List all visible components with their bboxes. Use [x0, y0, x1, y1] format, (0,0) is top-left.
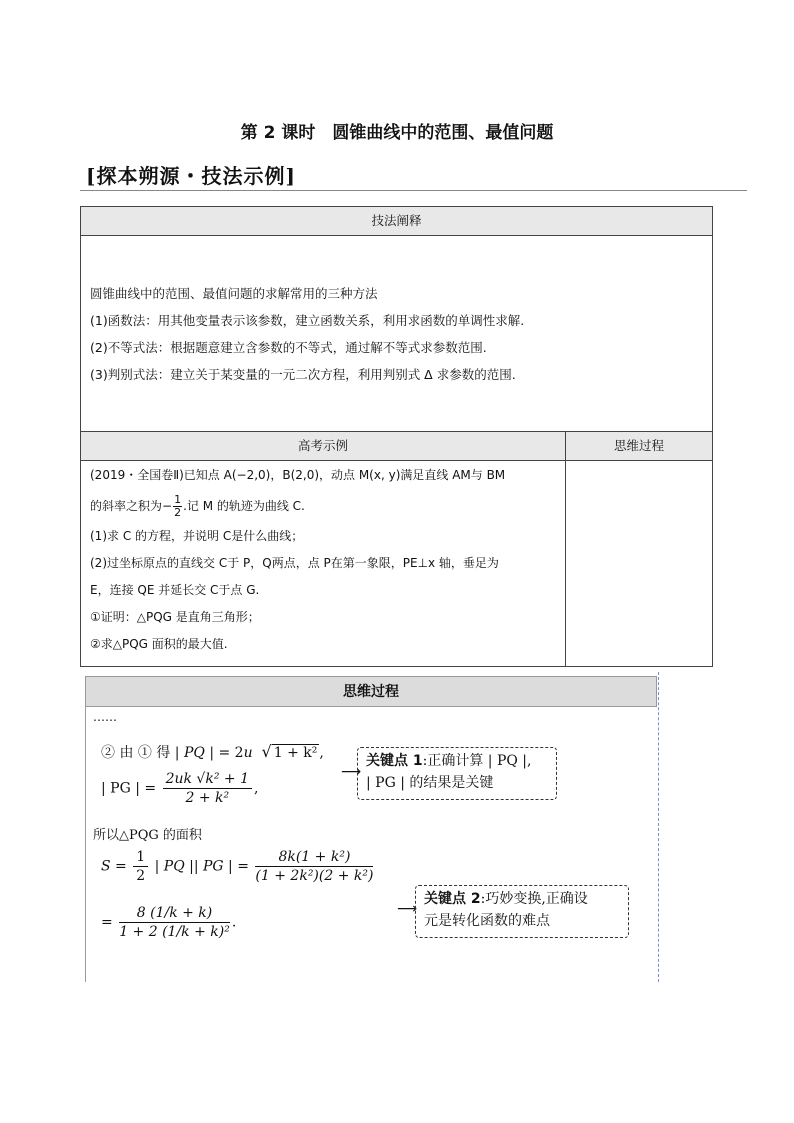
panel-right-border	[658, 672, 659, 982]
half-fraction	[133, 848, 148, 885]
key-point-1-title: 关键点 1	[366, 753, 423, 769]
thinking-process-panel	[85, 676, 657, 982]
key-point-2	[415, 885, 629, 938]
ellipsis: ……	[93, 710, 117, 724]
arrow-icon: ⟶	[397, 901, 418, 917]
technique-line: (2)不等式法：根据题意建立含参数的不等式，通过解不等式求参数范围.	[90, 340, 487, 355]
problem-text: 的斜率之积为−	[90, 499, 173, 513]
u-symbol: u	[243, 745, 253, 761]
sqrt-content: 1 + k²	[273, 745, 318, 761]
substitution-equation: = $\frac{8 (1/k + k)}{\text{1 + 2 (1/k + k)²}}$ .	[101, 905, 237, 940]
section-divider	[80, 190, 747, 191]
technique-table	[80, 206, 713, 432]
panel-header: 思维过程	[85, 676, 657, 707]
panel-left-border	[85, 707, 86, 982]
equals-text: | = 2	[204, 745, 244, 761]
s-label: S =	[101, 858, 127, 875]
technique-table-header: 技法阐释	[81, 207, 712, 236]
pg-fraction	[163, 770, 252, 807]
half-denominator: 2	[136, 868, 146, 884]
key-point-1	[357, 747, 557, 800]
technique-table-body	[81, 236, 712, 388]
area-equation	[101, 848, 375, 885]
fraction-denominator: 2	[174, 506, 182, 519]
pq-symbol: PQ	[183, 745, 205, 761]
example-header-left: 高考示例	[81, 432, 566, 460]
technique-line: (1)函数法：用其他变量表示该参数，建立函数关系，利用求函数的单调性求解.	[90, 313, 525, 328]
example-problem	[90, 462, 560, 658]
pq-pg-product: | PQ || PG | =	[154, 858, 249, 875]
key-point-2-title: 关键点 2	[424, 891, 481, 907]
sqrt-icon: √	[261, 742, 272, 761]
area-fraction	[255, 848, 373, 885]
page-title: 第 2 课时 圆锥曲线中的范围、最值问题	[240, 123, 554, 143]
pg-denominator: 2 + k²	[185, 790, 230, 806]
key-point-1-text: :正确计算 | PQ |,	[422, 753, 532, 769]
substitution-fraction	[119, 904, 230, 941]
problem-line: ②求△PQG 面积的最大值.	[90, 637, 228, 651]
substitution-numerator: 8 (1/k + k)	[119, 904, 230, 923]
problem-line: (2019・全国卷Ⅱ)已知点 A(−2,0)，B(2,0)，动点 M(x, y)满足直线 AM与 BM	[90, 468, 506, 482]
area-denominator: (1 + 2k²)(2 + k²)	[255, 868, 374, 884]
pg-label: | PG | =	[101, 780, 157, 797]
problem-text: .记 M 的轨迹为曲线 C.	[183, 499, 305, 513]
half-numerator: 1	[133, 848, 148, 867]
example-table	[80, 432, 713, 667]
pq-equation: ② 由 ① 得 | PQ | = 2u √ 1 + k² ,	[101, 742, 324, 761]
pg-equation: | PG | = $\frac{\text{2uk √k² + 1}}{\text{2 + k²}}$ ,	[101, 771, 259, 806]
area-numerator: 8k(1 + k²)	[255, 848, 373, 867]
problem-line: ①证明：△PQG 是直角三角形；	[90, 610, 260, 624]
problem-line: (1)求 C 的方程，并说明 C是什么曲线；	[90, 529, 304, 543]
step-text: ② 由 ① 得 |	[101, 745, 184, 761]
section-heading: [探本朔源・技法示例]	[86, 164, 296, 188]
column-divider	[565, 460, 566, 666]
key-point-2-line2: 元是转化函数的难点	[424, 913, 550, 929]
area-intro: 所以△PQG 的面积	[93, 828, 202, 843]
substitution-denominator: 1 + 2 (1/k + k)²	[119, 924, 230, 940]
fraction-numerator: 1	[174, 493, 182, 506]
problem-line: (2)过坐标原点的直线交 C于 P，Q两点，点 P在第一象限，PE⊥x 轴，垂足为	[90, 556, 499, 570]
problem-line: E，连接 QE 并延长交 C于点 G.	[90, 583, 260, 597]
pg-numerator: 2uk √k² + 1	[163, 770, 252, 789]
technique-line: 圆锥曲线中的范围、最值问题的求解常用的三种方法	[90, 286, 378, 301]
problem-line	[90, 489, 560, 523]
fraction	[173, 494, 182, 519]
key-point-1-line2: | PG | 的结果是关键	[366, 775, 494, 791]
technique-line: (3)判别式法：建立关于某变量的一元二次方程，利用判别式 Δ 求参数的范围.	[90, 367, 516, 382]
example-header-right: 思维过程	[613, 438, 664, 453]
example-table-header	[81, 432, 712, 461]
arrow-icon: ⟶	[341, 764, 362, 780]
key-point-2-text: :巧妙变换,正确设	[480, 891, 588, 907]
